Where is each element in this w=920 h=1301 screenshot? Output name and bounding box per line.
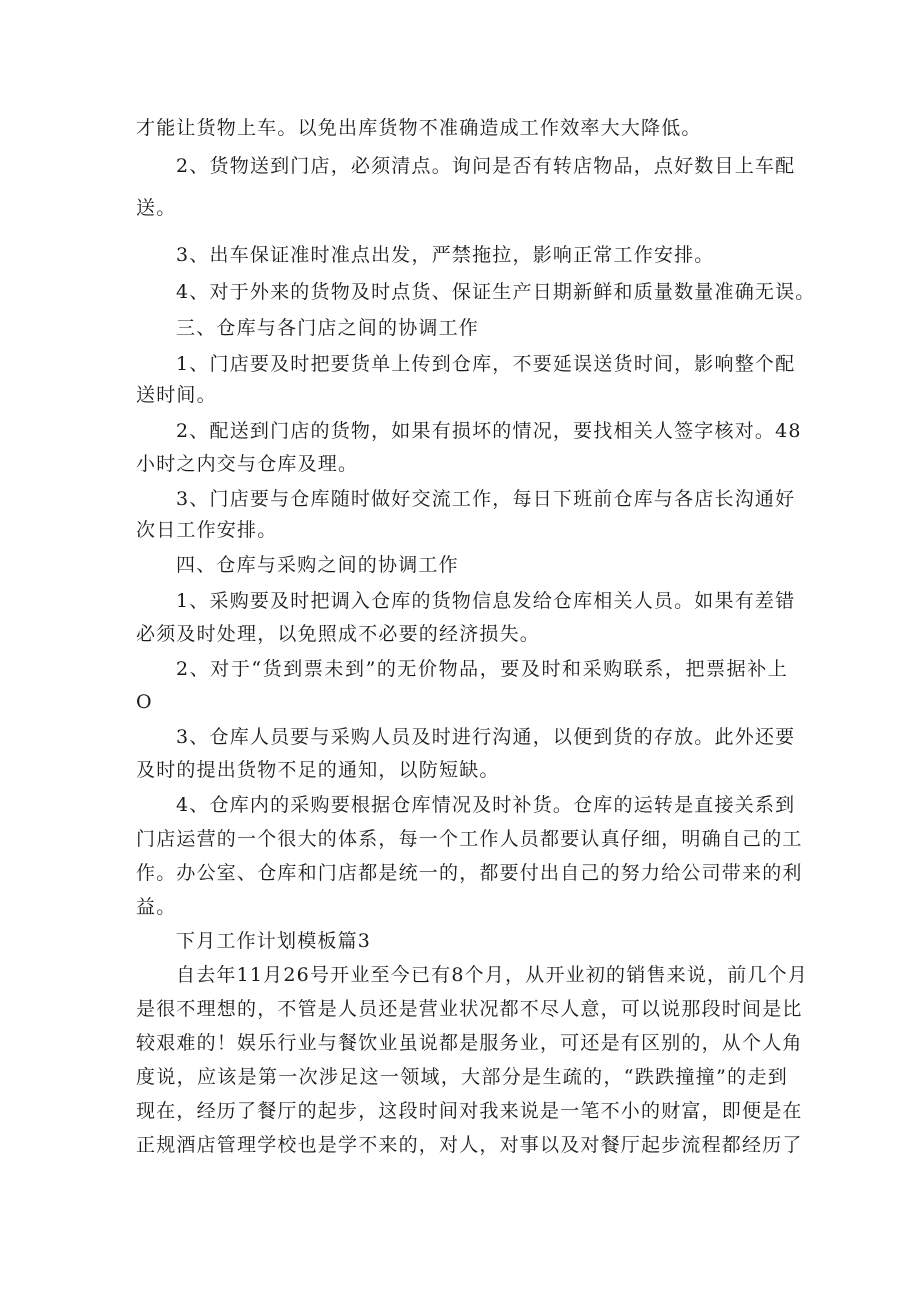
text-line: 自去年11月26号开业至今已有8个月，从开业初的销售来说，前几个月 (176, 964, 809, 986)
text-line: 及时的提出货物不足的通知，以防短缺。 (136, 759, 500, 781)
text-line: 是很不理想的，不管是人员还是营业状况都不尽人意，可以说那段时间是比 (136, 998, 803, 1020)
text-line: 度说，应该是第一次涉足这一领域，大部分是生疏的，“跌跌撞撞”的走到 (136, 1066, 788, 1088)
text-line: 3、出车保证准时准点出发，严禁拖拉，影响正常工作安排。 (176, 244, 715, 266)
text-line: 2、配送到门店的货物，如果有损坏的情况，要找相关人签字核对。48 (176, 420, 802, 442)
text-line: 必须及时处理，以免照成不必要的经济损失。 (136, 623, 541, 645)
text-line: 3、仓库人员要与采购人员及时进行沟通，以便到货的存放。此外还要 (176, 726, 796, 748)
text-line: O (136, 691, 153, 713)
text-line: 2、对于“货到票未到”的无价物品，要及时和采购联系，把票据补上 (176, 658, 788, 680)
text-line: 才能让货物上车。以免出库货物不准确造成工作效率大大降低。 (136, 117, 702, 139)
text-line: 益。 (136, 896, 177, 918)
text-line: 3、门店要与仓库随时做好交流工作，每日下班前仓库与各店长沟通好 (176, 488, 796, 510)
text-line: 次日工作安排。 (136, 519, 278, 541)
text-line: 正规酒店管理学校也是学不来的，对人，对事以及对餐厅起步流程都经历了 (136, 1134, 803, 1156)
text-line: 送。 (136, 197, 177, 219)
text-line: 作。办公室、仓库和门店都是统一的，都要付出自己的努力给公司带来的利 (136, 862, 803, 884)
text-line: 4、仓库内的采购要根据仓库情况及时补货。仓库的运转是直接关系到 (176, 794, 796, 816)
text-line: 4、对于外来的货物及时点货、保证生产日期新鲜和质量数量准确无误。 (176, 281, 816, 303)
text-line: 1、采购要及时把调入仓库的货物信息发给仓库相关人员。如果有差错 (176, 590, 796, 612)
text-line: 1、门店要及时把要货单上传到仓库，不要延误送货时间，影响整个配 (176, 353, 796, 375)
text-line: 下月工作计划模板篇3 (176, 930, 372, 952)
text-line: 现在，经历了餐厅的起步，这段时间对我来说是一笔不小的财富，即便是在 (136, 1100, 803, 1122)
text-line: 三、仓库与各门店之间的协调工作 (176, 317, 480, 339)
text-line: 2、货物送到门店，必须清点。询问是否有转店物品，点好数目上车配 (176, 155, 796, 177)
text-line: 小时之内交与仓库及理。 (136, 453, 359, 475)
text-line: 四、仓库与采购之间的协调工作 (176, 554, 459, 576)
text-line: 门店运营的一个很大的体系，每一个工作人员都要认真仔细，明确自己的工 (136, 828, 803, 850)
text-line: 较艰难的！娱乐行业与餐饮业虽说都是服务业，可还是有区别的，从个人角 (136, 1032, 803, 1054)
text-line: 送时间。 (136, 384, 217, 406)
